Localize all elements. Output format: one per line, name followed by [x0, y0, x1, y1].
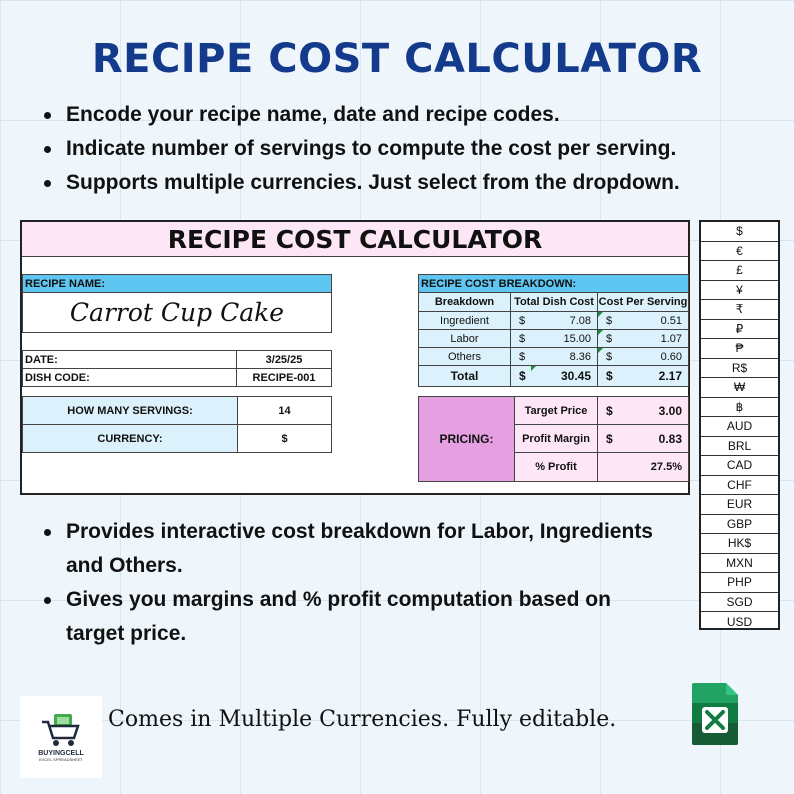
total-dish-cost-cell: $ 30.45	[510, 365, 598, 387]
logo-sub-text: EXCEL SPREADSHEET	[39, 757, 83, 762]
col-breakdown-header: Breakdown	[418, 292, 511, 312]
bottom-bullet-list	[42, 515, 662, 651]
servings-label: HOW MANY SERVINGS:	[22, 396, 238, 425]
profit-margin-label: Profit Margin	[514, 424, 598, 453]
servings-field[interactable]: 14	[237, 396, 332, 425]
currency-option[interactable]: CAD	[701, 456, 778, 476]
excel-icon	[690, 681, 740, 747]
currency-option[interactable]: €	[701, 242, 778, 262]
bullet-item: Supports multiple currencies. Just select from the dropdown.	[42, 166, 787, 200]
recipe-name-label: RECIPE NAME:	[22, 274, 332, 293]
shopping-cart-logo	[38, 712, 84, 748]
spreadsheet-preview	[20, 220, 690, 495]
brand-logo	[20, 696, 102, 778]
currency-option[interactable]: ¥	[701, 281, 778, 301]
dish-code-field[interactable]: RECIPE-001	[236, 368, 332, 387]
date-label: DATE:	[22, 350, 237, 369]
currency-option[interactable]: ฿	[701, 398, 778, 418]
col-per-serving-header: Cost Per Serving	[597, 292, 689, 312]
breakdown-total-cell: $ 7.08	[510, 311, 598, 330]
top-bullet-list	[42, 98, 787, 200]
target-price-field[interactable]: $ 3.00	[597, 396, 689, 425]
page-title: RECIPE COST CALCULATOR	[91, 36, 703, 82]
bullet-item: Encode your recipe name, date and recipe codes.	[42, 98, 787, 132]
currency-dropdown-list	[699, 220, 780, 630]
dish-code-label: DISH CODE:	[22, 368, 237, 387]
recipe-name-field[interactable]: Carrot Cup Cake	[22, 292, 332, 333]
breakdown-row-label: Ingredient	[418, 311, 511, 330]
breakdown-per-serving-cell: $ 0.51	[597, 311, 689, 330]
bullet-item: Gives you margins and % profit computation based on target price.	[42, 583, 662, 651]
currency-option[interactable]: $	[701, 222, 778, 242]
sheet-title: RECIPE COST CALCULATOR	[22, 222, 688, 257]
footer-text: Comes in Multiple Currencies. Fully editable.	[108, 707, 617, 732]
target-price-label: Target Price	[514, 396, 598, 425]
profit-margin-cell: $ 0.83	[597, 424, 689, 453]
pricing-label: PRICING:	[418, 396, 515, 482]
breakdown-total-cell: $ 8.36	[510, 347, 598, 366]
currency-option[interactable]: GBP	[701, 515, 778, 535]
currency-dropdown[interactable]: $	[237, 424, 332, 453]
breakdown-per-serving-cell: $ 0.60	[597, 347, 689, 366]
total-row-label: Total	[418, 365, 511, 387]
currency-option[interactable]: ₹	[701, 300, 778, 320]
cost-breakdown-heading: RECIPE COST BREAKDOWN:	[418, 274, 689, 293]
breakdown-total-cell: $ 15.00	[510, 329, 598, 348]
currency-option[interactable]: USD	[726, 614, 753, 629]
currency-option[interactable]: ₽	[701, 320, 778, 340]
logo-brand-text: BUYINGCELL	[38, 750, 84, 757]
col-total-header: Total Dish Cost	[510, 292, 598, 312]
currency-option[interactable]: CHF	[701, 476, 778, 496]
currency-option[interactable]: MXN	[701, 554, 778, 574]
breakdown-row-label: Others	[418, 347, 511, 366]
currency-option[interactable]: £	[701, 261, 778, 281]
pct-profit-label: % Profit	[514, 452, 598, 482]
breakdown-row-label: Labor	[418, 329, 511, 348]
date-field[interactable]: 3/25/25	[236, 350, 332, 369]
currency-option[interactable]: ₩	[701, 378, 778, 398]
pct-profit-cell: 27.5%	[597, 452, 689, 482]
currency-option[interactable]: SGD	[701, 593, 778, 613]
total-per-serving-cell: $ 2.17	[597, 365, 689, 387]
currency-option[interactable]: BRL	[701, 437, 778, 457]
bullet-item: Indicate number of servings to compute the cost per serving.	[42, 132, 787, 166]
breakdown-per-serving-cell: $ 1.07	[597, 329, 689, 348]
currency-option[interactable]: PHP	[701, 573, 778, 593]
currency-label: CURRENCY:	[22, 424, 238, 453]
currency-option[interactable]: EUR	[701, 495, 778, 515]
currency-option[interactable]: ₱	[701, 339, 778, 359]
currency-option[interactable]: R$	[701, 359, 778, 379]
currency-option[interactable]: AUD	[701, 417, 778, 437]
currency-option[interactable]: HK$	[701, 534, 778, 554]
bullet-item: Provides interactive cost breakdown for Labor, Ingredients and Others.	[42, 515, 662, 583]
